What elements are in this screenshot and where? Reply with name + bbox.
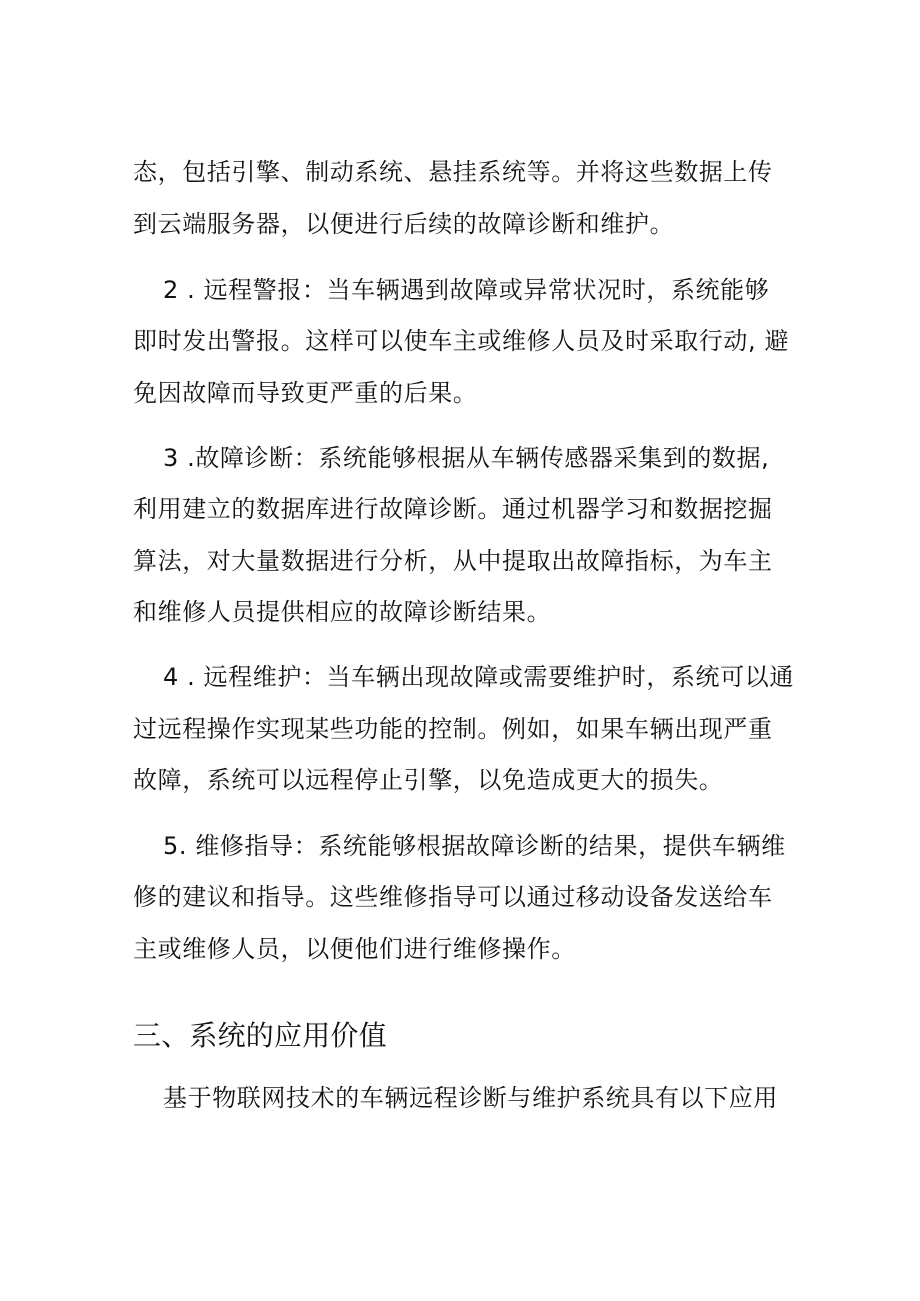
text-line: 主或维修人员，以便他们进行维修操作。 bbox=[133, 935, 576, 963]
text-line: 利用建立的数据库进行故障诊断。通过机器学习和数据挖掘 bbox=[133, 495, 773, 523]
text-line: 过远程操作实现某些功能的控制。例如，如果车辆出现严重 bbox=[133, 715, 773, 743]
text-line: 到云端服务器，以便进行后续的故障诊断和维护。 bbox=[133, 210, 675, 238]
text-line: 即时发出警报。这样可以使车主或维修人员及时采取行动, 避 bbox=[133, 327, 790, 355]
list-item-4-line: 4 . 远程维护：当车辆出现故障或需要维护时，系统可以通 bbox=[163, 663, 794, 691]
text-line: 基于物联网技术的车辆远程诊断与维护系统具有以下应用 bbox=[163, 1084, 778, 1112]
list-item-3-line: 3 .故障诊断：系统能够根据从车辆传感器采集到的数据, bbox=[163, 444, 770, 472]
text-line: 和维修人员提供相应的故障诊断结果。 bbox=[133, 598, 552, 626]
text-line: 算法，对大量数据进行分析，从中提取出故障指标，为车主 bbox=[133, 547, 773, 575]
list-item-5-line: 5. 维修指导：系统能够根据故障诊断的结果，提供车辆维 bbox=[163, 832, 786, 860]
text-line: 故障，系统可以远程停止引擎，以免造成更大的损失。 bbox=[133, 766, 724, 794]
list-item-2-line: 2 . 远程警报：当车辆遇到故障或异常状况时，系统能够 bbox=[163, 276, 770, 304]
text-line: 态，包括引擎、制动系统、悬挂系统等。并将这些数据上传 bbox=[133, 158, 773, 186]
section-heading: 三、系统的应用价值 bbox=[133, 1019, 387, 1052]
text-line: 免因故障而导致更严重的后果。 bbox=[133, 379, 478, 407]
text-line: 修的建议和指导。这些维修指导可以通过移动设备发送给车 bbox=[133, 883, 773, 911]
